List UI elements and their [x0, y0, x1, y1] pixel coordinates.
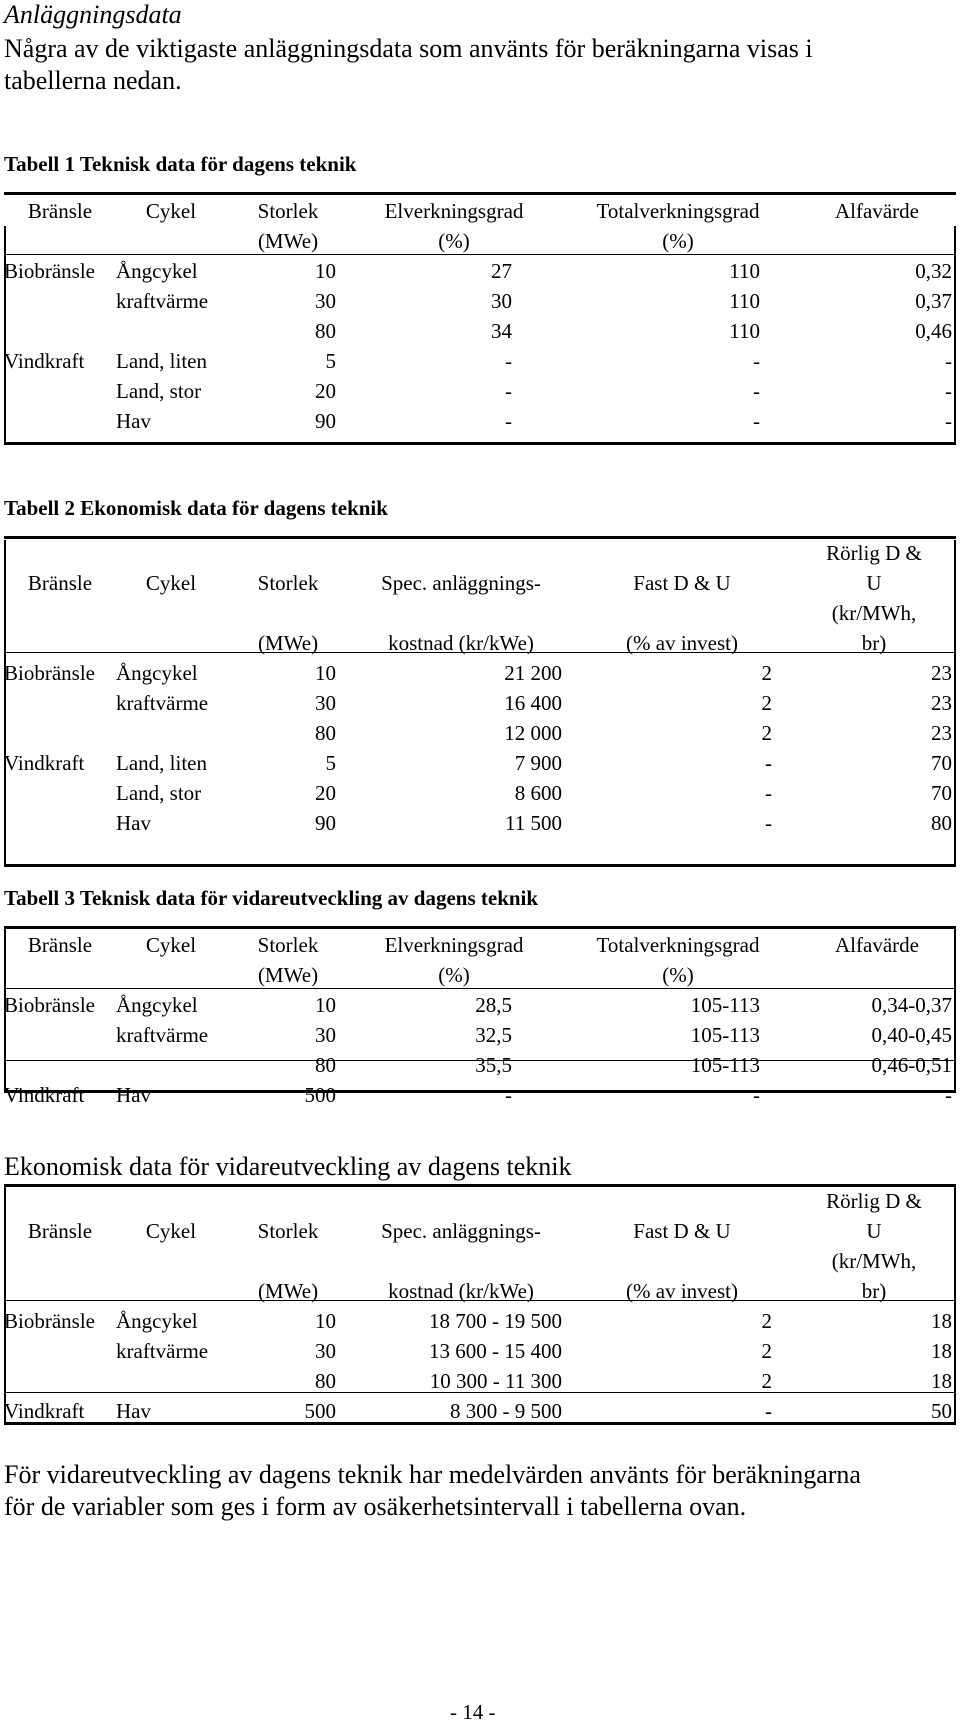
- table-row: [4, 346, 956, 376]
- table-cell: 10 300 - 11 300: [429, 1369, 562, 1393]
- table1-bottom-rule: [4, 442, 956, 445]
- table-cell: Ångcykel: [116, 661, 198, 685]
- table-cell: 105-113: [690, 993, 760, 1017]
- table-cell: 8 300 - 9 500: [450, 1399, 562, 1423]
- table-cell: kraftvärme: [116, 1023, 209, 1047]
- header-cell: [4, 226, 116, 256]
- table-cell: Biobränsle: [4, 661, 95, 685]
- header-cell: [798, 960, 956, 990]
- table-cell: Biobränsle: [4, 993, 95, 1017]
- header-cell: (%): [662, 229, 694, 253]
- header-cell: [572, 598, 792, 628]
- header-cell: (% av invest): [626, 631, 738, 655]
- table-row: [4, 316, 956, 346]
- table-cell: [4, 1336, 116, 1366]
- table-cell: 18: [931, 1339, 952, 1363]
- header-cell: (MWe): [257, 631, 319, 655]
- table-cell: Land, stor: [116, 781, 202, 805]
- table-cell: [4, 1020, 116, 1050]
- table-cell: 8 600: [514, 781, 562, 805]
- intro-text-line: tabellerna nedan.: [4, 66, 182, 95]
- header-cell: Elverkningsgrad: [384, 933, 524, 957]
- table-cell: [4, 688, 116, 718]
- table-cell: 0,46-0,51: [871, 1053, 952, 1077]
- table-cell: 70: [931, 751, 952, 775]
- table3: [4, 930, 956, 1110]
- page-number: - 14 -: [450, 1700, 496, 1724]
- table-cell: 2: [761, 661, 772, 685]
- header-cell: (% av invest): [626, 1279, 738, 1303]
- table-cell: 30: [315, 1023, 336, 1047]
- header-cell: Cykel: [145, 1219, 197, 1243]
- header-cell: br): [861, 631, 887, 655]
- table-header-row: [4, 930, 956, 960]
- table-cell: Vindkraft: [4, 751, 85, 775]
- table-header-row: [4, 1246, 956, 1276]
- table-cell: 10: [315, 259, 336, 283]
- table-cell: Biobränsle: [4, 259, 95, 283]
- header-cell: Alfavärde: [835, 933, 919, 957]
- header-cell: [572, 1246, 792, 1276]
- table-units-row: [4, 960, 956, 990]
- table-cell: Hav: [116, 1399, 151, 1423]
- header-cell: Fast D & U: [633, 1219, 731, 1243]
- header-cell: (%): [662, 963, 694, 987]
- intro-text-line: Några av de viktigaste anläggningsdata som använts för beräkningarna visas i: [4, 34, 813, 63]
- header-cell: [4, 1246, 116, 1276]
- table-cell: [116, 1050, 226, 1080]
- header-cell: U: [866, 571, 882, 595]
- table-cell: Hav: [116, 409, 151, 433]
- header-cell: [350, 598, 572, 628]
- table-cell: [4, 1050, 116, 1080]
- table-cell: -: [753, 349, 760, 373]
- header-cell: Storlek: [257, 571, 319, 595]
- header-cell: Rörlig D &: [826, 541, 922, 565]
- header-cell: [572, 1186, 792, 1216]
- table-cell: Biobränsle: [4, 1309, 95, 1333]
- table-cell: -: [765, 751, 772, 775]
- table-cell: [4, 316, 116, 346]
- header-cell: [572, 538, 792, 568]
- header-cell: Spec. anläggnings-: [381, 571, 541, 595]
- table3-caption: Tabell 3 Teknisk data för vidareutveckling av dagens teknik: [4, 886, 539, 910]
- table-row: [4, 256, 956, 286]
- table-cell: 90: [315, 409, 336, 433]
- table-cell: 23: [931, 691, 952, 715]
- table-cell: Ångcykel: [116, 259, 198, 283]
- section-heading: Anläggningsdata: [4, 0, 182, 29]
- table-cell: 7 900: [514, 751, 562, 775]
- header-cell: (MWe): [257, 229, 319, 253]
- table-cell: -: [505, 379, 512, 403]
- table-cell: 2: [761, 721, 772, 745]
- header-cell: Cykel: [145, 199, 197, 223]
- table-cell: 35,5: [475, 1053, 512, 1077]
- table-cell: 12 000: [504, 721, 562, 745]
- table-cell: Vindkraft: [4, 349, 85, 373]
- table-row: [4, 1306, 956, 1336]
- header-cell: (kr/MWh,: [831, 1249, 917, 1273]
- header-cell: (MWe): [257, 963, 319, 987]
- header-cell: [4, 628, 116, 658]
- header-cell: Cykel: [145, 933, 197, 957]
- table-cell: 18 700 - 19 500: [429, 1309, 562, 1333]
- table-units-row: [4, 628, 956, 658]
- table-row: [4, 1366, 956, 1396]
- table-row: [4, 1396, 956, 1426]
- table-cell: -: [753, 409, 760, 433]
- header-cell: [116, 1246, 226, 1276]
- table-row: [4, 990, 956, 1020]
- table4-caption: Ekonomisk data för vidareutveckling av dagens teknik: [4, 1152, 572, 1181]
- header-cell: [226, 538, 350, 568]
- table-cell: 0,40-0,45: [871, 1023, 952, 1047]
- table-row: [4, 748, 956, 778]
- table-cell: 2: [761, 1339, 772, 1363]
- table-cell: 16 400: [504, 691, 562, 715]
- table-cell: Hav: [116, 811, 151, 835]
- table-cell: Ångcykel: [116, 1309, 198, 1333]
- table-cell: 5: [325, 349, 336, 373]
- header-cell: Bränsle: [27, 571, 93, 595]
- table-cell: 500: [304, 1399, 336, 1423]
- table-cell: -: [945, 1083, 952, 1107]
- table-cell: [4, 1366, 116, 1396]
- table-cell: 27: [491, 259, 512, 283]
- table-cell: [116, 316, 226, 346]
- table-cell: -: [753, 379, 760, 403]
- table-cell: 32,5: [475, 1023, 512, 1047]
- table-cell: 0,37: [915, 289, 952, 313]
- table-cell: 23: [931, 661, 952, 685]
- table2: [4, 538, 956, 838]
- table-cell: 18: [931, 1309, 952, 1333]
- table-cell: 2: [761, 1369, 772, 1393]
- header-cell: [350, 1186, 572, 1216]
- header-cell: [226, 1186, 350, 1216]
- header-cell: [226, 1246, 350, 1276]
- header-cell: [116, 538, 226, 568]
- header-cell: kostnad (kr/kWe): [388, 1279, 534, 1303]
- table-cell: 0,34-0,37: [871, 993, 952, 1017]
- header-cell: (kr/MWh,: [831, 601, 917, 625]
- table-cell: Land, liten: [116, 349, 207, 373]
- header-cell: Bränsle: [27, 199, 93, 223]
- table-cell: -: [505, 1083, 512, 1107]
- table-cell: 20: [315, 379, 336, 403]
- header-cell: Totalverkningsgrad: [596, 199, 760, 223]
- header-cell: Bränsle: [27, 933, 93, 957]
- header-cell: [226, 598, 350, 628]
- header-cell: Storlek: [257, 1219, 319, 1243]
- table-cell: 11 500: [505, 811, 562, 835]
- table2-bottom-rule: [4, 864, 956, 867]
- header-cell: [116, 1276, 226, 1306]
- table-cell: kraftvärme: [116, 691, 209, 715]
- closing-text-line: för de variabler som ges i form av osäkerhetsintervall i tabellerna ovan.: [4, 1492, 747, 1521]
- table-cell: [4, 808, 116, 838]
- header-cell: Alfavärde: [835, 199, 919, 223]
- table-row: [4, 1050, 956, 1080]
- table-cell: 105-113: [690, 1053, 760, 1077]
- header-cell: Spec. anläggnings-: [381, 1219, 541, 1243]
- table-cell: -: [765, 811, 772, 835]
- table-cell: 13 600 - 15 400: [429, 1339, 562, 1363]
- table3-top-rule: [4, 926, 956, 929]
- header-cell: [350, 1246, 572, 1276]
- header-cell: Totalverkningsgrad: [596, 933, 760, 957]
- table-row: [4, 406, 956, 436]
- header-cell: (%): [438, 963, 470, 987]
- header-cell: [798, 226, 956, 256]
- header-cell: [116, 628, 226, 658]
- table-row: [4, 1080, 956, 1110]
- header-cell: [116, 598, 226, 628]
- table-units-row: [4, 226, 956, 256]
- table-cell: Land, stor: [116, 379, 202, 403]
- table-cell: 80: [315, 1053, 336, 1077]
- header-cell: kostnad (kr/kWe): [388, 631, 534, 655]
- table-row: [4, 376, 956, 406]
- closing-text-line: För vidareutveckling av dagens teknik har medelvärden använts för beräkningarna: [4, 1460, 861, 1489]
- header-cell: [116, 226, 226, 256]
- table-cell: [4, 286, 116, 316]
- table-cell: 110: [729, 289, 760, 313]
- header-cell: [4, 538, 116, 568]
- table-header-row: [4, 1186, 956, 1216]
- table-cell: [116, 1366, 226, 1396]
- table-header-row: [4, 196, 956, 226]
- header-cell: Cykel: [145, 571, 197, 595]
- header-cell: U: [866, 1219, 882, 1243]
- table-cell: 10: [315, 1309, 336, 1333]
- table-cell: Vindkraft: [4, 1399, 85, 1423]
- table-cell: 30: [315, 691, 336, 715]
- header-cell: [4, 598, 116, 628]
- table-header-row: [4, 568, 956, 598]
- table-cell: 110: [729, 319, 760, 343]
- table-cell: 110: [729, 259, 760, 283]
- table-row: [4, 778, 956, 808]
- table-cell: 10: [315, 661, 336, 685]
- table-cell: 80: [315, 1369, 336, 1393]
- table-cell: 30: [491, 289, 512, 313]
- header-cell: [350, 538, 572, 568]
- table-cell: 2: [761, 691, 772, 715]
- table-cell: Hav: [116, 1083, 151, 1107]
- header-cell: Storlek: [257, 199, 319, 223]
- table-cell: 20: [315, 781, 336, 805]
- table-cell: 28,5: [475, 993, 512, 1017]
- table-cell: 90: [315, 811, 336, 835]
- table-header-row: [4, 538, 956, 568]
- table-cell: kraftvärme: [116, 1339, 209, 1363]
- header-cell: Fast D & U: [633, 571, 731, 595]
- header-cell: br): [861, 1279, 887, 1303]
- table-cell: 18: [931, 1369, 952, 1393]
- table-cell: 2: [761, 1309, 772, 1333]
- table-cell: [4, 406, 116, 436]
- table-row: [4, 286, 956, 316]
- table-units-row: [4, 1276, 956, 1306]
- table-cell: 5: [325, 751, 336, 775]
- table-row: [4, 1336, 956, 1366]
- table-cell: -: [505, 409, 512, 433]
- table-cell: -: [765, 1399, 772, 1423]
- table-cell: -: [765, 781, 772, 805]
- table-header-row: [4, 598, 956, 628]
- header-cell: [116, 960, 226, 990]
- header-cell: [4, 1186, 116, 1216]
- table-cell: 80: [315, 319, 336, 343]
- table-row: [4, 658, 956, 688]
- table-cell: 34: [491, 319, 512, 343]
- table-cell: 50: [931, 1399, 952, 1423]
- table2-caption: Tabell 2 Ekonomisk data för dagens teknik: [4, 496, 388, 520]
- table-cell: -: [945, 379, 952, 403]
- table-row: [4, 718, 956, 748]
- table-cell: 105-113: [690, 1023, 760, 1047]
- table-row: [4, 1020, 956, 1050]
- table-cell: 10: [315, 993, 336, 1017]
- table-cell: [4, 376, 116, 406]
- table-header-row: [4, 1216, 956, 1246]
- header-cell: (%): [438, 229, 470, 253]
- table-cell: 70: [931, 781, 952, 805]
- table-cell: [4, 778, 116, 808]
- table4: [4, 1186, 956, 1426]
- header-cell: [4, 1276, 116, 1306]
- table1: [4, 196, 956, 436]
- table-cell: 80: [931, 811, 952, 835]
- table-cell: kraftvärme: [116, 289, 209, 313]
- table-cell: [116, 718, 226, 748]
- header-cell: [4, 960, 116, 990]
- table-cell: -: [945, 349, 952, 373]
- header-cell: Rörlig D &: [826, 1189, 922, 1213]
- header-cell: Bränsle: [27, 1219, 93, 1243]
- header-cell: Storlek: [257, 933, 319, 957]
- table-cell: 21 200: [504, 661, 562, 685]
- table-cell: Ångcykel: [116, 993, 198, 1017]
- table-cell: 23: [931, 721, 952, 745]
- header-cell: [116, 1186, 226, 1216]
- table-cell: 0,46: [915, 319, 952, 343]
- table1-top-rule: [4, 192, 956, 195]
- header-cell: (MWe): [257, 1279, 319, 1303]
- table-cell: -: [505, 349, 512, 373]
- table-cell: 500: [304, 1083, 336, 1107]
- table-cell: 30: [315, 289, 336, 313]
- table-cell: -: [753, 1083, 760, 1107]
- table-cell: 0,32: [915, 259, 952, 283]
- table-cell: Land, liten: [116, 751, 207, 775]
- table1-caption: Tabell 1 Teknisk data för dagens teknik: [4, 152, 357, 176]
- table-cell: -: [945, 409, 952, 433]
- table-row: [4, 688, 956, 718]
- table-cell: [4, 718, 116, 748]
- table-cell: 30: [315, 1339, 336, 1363]
- header-cell: Elverkningsgrad: [384, 199, 524, 223]
- table-cell: Vindkraft: [4, 1083, 85, 1107]
- table-row: [4, 808, 956, 838]
- table-cell: 80: [315, 721, 336, 745]
